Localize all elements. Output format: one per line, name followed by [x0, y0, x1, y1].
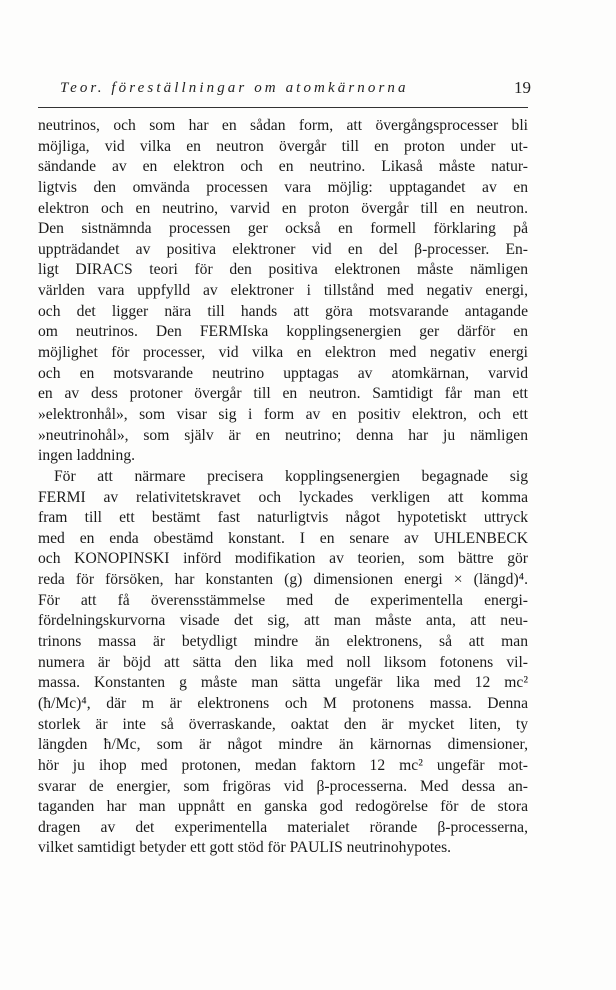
text-line: Den sistnämnda processen ger också en formell förklaring på [38, 220, 528, 238]
text-line: en av dess protoner övergår till en neutron. Samtidigt får man ett [38, 385, 528, 403]
text-line: neutrinos, och som har en sådan form, att övergångsprocesser bli [38, 117, 528, 134]
text-line: med en enda obestämd konstant. I en senare av UHLENBECK [38, 529, 528, 547]
running-title: Teor. föreställningar om atomkärnorna [60, 80, 409, 96]
text-line: och KONOPINSKI införd modifikation av teorien, som bättre gör [38, 550, 528, 568]
paragraph-2 [38, 467, 528, 859]
text-line: massa. Konstanten g måste man sätta ungefär lika med 12 mc² [38, 674, 528, 692]
text-line: dragen av det experimentella materialet rörande β-processerna, [38, 818, 528, 836]
paragraph-1 [38, 116, 528, 467]
text-line: sändande av en elektron och en neutrino. Likaså måste natur- [38, 158, 528, 176]
text-line: »neutrinohål», som själv är en neutrino; denna har ju nämligen [38, 426, 528, 444]
text-line: taganden har man uppnått en ganska god redogörelse för de stora [38, 798, 528, 816]
text-line: elektron och en neutrino, varvid en proton övergår till en neutron. [38, 199, 528, 217]
text-line: möjlighet för processer, vid vilka en elektron med negativ energi [38, 344, 528, 362]
text-line: För att få överensstämmelse med de experimentella energi- [38, 591, 528, 609]
text-line: möjliga, vid vilka en neutron övergår till en proton under ut- [38, 137, 528, 155]
text-line: vilket samtidigt betyder ett gott stöd för PAULIS neutrinohypotes. [38, 839, 452, 857]
text-line: ligt DIRACS teori för den positiva elektronen måste nämligen [38, 261, 528, 279]
text-line: längden ħ/Mc, som är något mindre än kärnornas dimensioner, [38, 736, 528, 754]
text-line: trinons massa är betydligt mindre än elektronens, så att man [38, 633, 528, 651]
text-line: uppträdandet av positiva elektroner vid en del β-processer. En- [38, 240, 528, 258]
text-line: ingen laddning. [38, 447, 136, 465]
text-line: om neutrinos. Den FERMIska kopplingsenergien ger därför en [38, 323, 528, 341]
page-number: 19 [514, 78, 531, 97]
text-line: fördelningskurvorna visade det sig, att man måste anta, att neu- [38, 612, 528, 630]
text-line: ligtvis den omvända processen vara möjlig: upptagandet av en [38, 178, 528, 196]
text-line: svarar de energier, som frigöras vid β-processerna. Med dessa an- [38, 777, 528, 795]
text-line: fram till ett bestämt fast naturligtvis något hypotetiskt uttryck [38, 509, 528, 527]
text-line: numera är böjd att sätta den lika med noll liksom fotonens vil- [38, 653, 528, 671]
text-line: reda för försöken, har konstanten (g) dimensionen energi × (längd)⁴. [38, 571, 528, 589]
page-header [38, 78, 531, 104]
text-line: (ħ/Mc)⁴, där m är elektronens och M protonens massa. Denna [38, 694, 528, 712]
body-text [38, 116, 528, 859]
text-line: världen vara uppfylld av elektroner i tillstånd med negativ energi, [38, 282, 528, 300]
text-line: och en motsvarande neutrino upptagas av atomkärnan, varvid [38, 364, 528, 382]
header-rule [38, 107, 528, 108]
text-line: För att närmare precisera kopplingsenergien begagnade sig [54, 467, 528, 485]
text-line: FERMI av relativitetskravet och lyckades verkligen att komma [38, 488, 528, 506]
text-line: storlek är inte så överraskande, oaktat den är mycket liten, ty [38, 715, 528, 733]
text-line: »elektronhål», som visar sig i form av en positiv elektron, och ett [38, 405, 528, 423]
text-line: och det ligger nära till hands att göra motsvarande antagande [38, 302, 528, 320]
text-line: hör ju ihop med protonen, medan faktorn 12 mc² ungefär mot- [38, 756, 528, 774]
